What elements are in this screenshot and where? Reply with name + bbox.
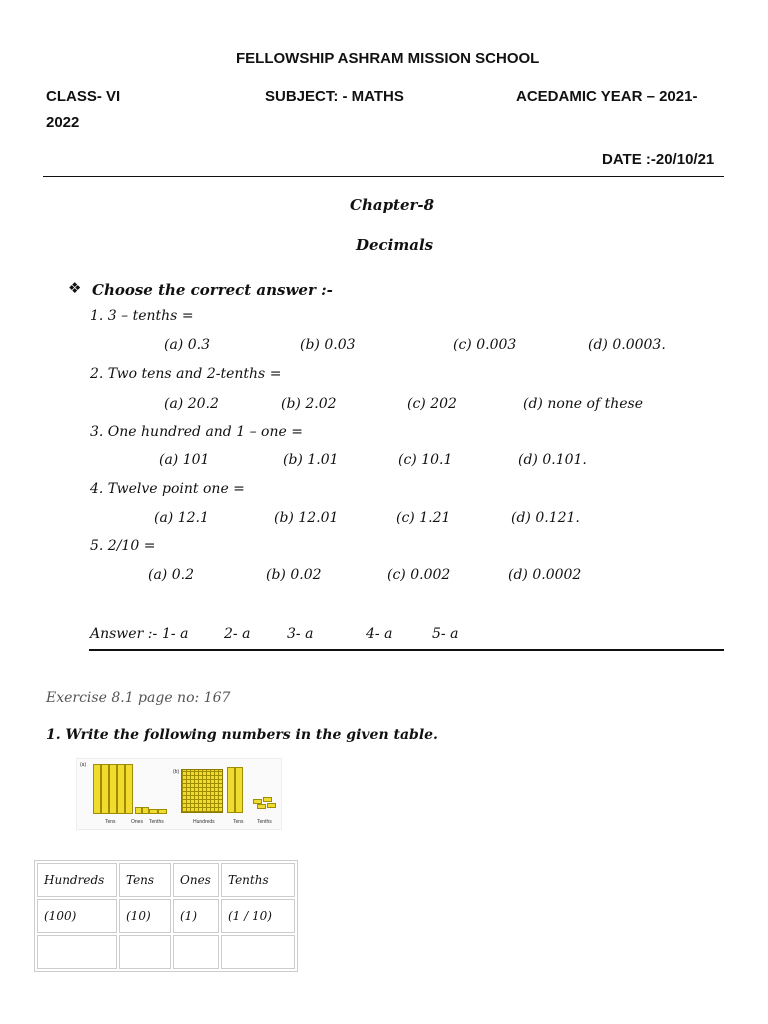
question-3: 3. One hundred and 1 – one = [90, 424, 303, 440]
answer-4: 4- a [366, 626, 393, 642]
q5-option-a: (a) 0.2 [148, 567, 194, 583]
answer-divider [89, 649, 724, 651]
q1-option-b: (b) 0.03 [300, 337, 356, 353]
chapter-topic: Decimals [356, 236, 434, 254]
q2-option-d: (d) none of these [523, 396, 643, 412]
tens-rod [125, 764, 133, 814]
header-divider [43, 176, 724, 177]
tenths-piece [158, 809, 167, 814]
q4-option-b: (b) 12.01 [274, 510, 339, 526]
q3-option-b: (b) 1.01 [283, 452, 339, 468]
chapter-title: Chapter-8 [350, 196, 435, 214]
q1-option-d: (d) 0.0003. [588, 337, 666, 353]
question-4: 4. Twelve point one = [90, 481, 245, 497]
q5-option-d: (d) 0.0002 [508, 567, 582, 583]
tens-rod [235, 767, 243, 813]
header-hundreds: Hundreds [37, 863, 117, 897]
header-tenths: Tenths [221, 863, 295, 897]
question-5: 5. 2/10 = [90, 538, 156, 554]
tenths-piece [149, 809, 158, 814]
tens-rod [109, 764, 117, 814]
school-name: FELLOWSHIP ASHRAM MISSION SCHOOL [236, 50, 540, 67]
table-cell: (1) [173, 899, 219, 933]
q4-option-c: (c) 1.21 [396, 510, 451, 526]
answer-label: Answer :- [90, 626, 158, 642]
table-cell [221, 935, 295, 969]
place-value-table [34, 860, 298, 972]
table-row [37, 899, 295, 933]
q3-option-d: (d) 0.101. [518, 452, 587, 468]
q4-option-a: (a) 12.1 [154, 510, 209, 526]
answer-5: 5- a [432, 626, 459, 642]
fig-b-label-tens: Tens [233, 819, 244, 825]
q2-option-b: (b) 2.02 [281, 396, 337, 412]
mcq-instruction: Choose the correct answer :- [92, 281, 333, 299]
figure-label-b: (b) [173, 769, 180, 775]
tenths-piece [267, 803, 276, 808]
q5-option-c: (c) 0.002 [387, 567, 451, 583]
q4-option-d: (d) 0.121. [511, 510, 580, 526]
date-label: DATE :-20/10/21 [602, 151, 715, 168]
answer-3: 3- a [287, 626, 314, 642]
header-tens: Tens [119, 863, 171, 897]
answer-2: 2- a [224, 626, 251, 642]
fig-a-label-ones: Ones [131, 819, 143, 825]
answer-1: 1- a [162, 626, 189, 642]
fig-a-label-tenths: Tenths [149, 819, 164, 825]
q2-option-c: (c) 202 [407, 396, 457, 412]
tens-rod [101, 764, 109, 814]
q1-option-c: (c) 0.003 [453, 337, 517, 353]
q3-option-c: (c) 10.1 [398, 452, 453, 468]
table-cell: (100) [37, 899, 117, 933]
ones-cube [135, 807, 142, 814]
base-ten-blocks-figure [76, 758, 282, 830]
table-cell [37, 935, 117, 969]
exercise-title: Exercise 8.1 page no: 167 [46, 690, 231, 706]
bullet-icon: ❖ [68, 279, 82, 297]
header-ones: Ones [173, 863, 219, 897]
tens-rod [93, 764, 101, 814]
exercise-question: 1. Write the following numbers in the given table. [46, 727, 438, 743]
table-row [37, 935, 295, 969]
question-2: 2. Two tens and 2-tenths = [90, 366, 282, 382]
q2-option-a: (a) 20.2 [164, 396, 219, 412]
tens-rod [117, 764, 125, 814]
fig-b-label-hundreds: Hundreds [193, 819, 215, 825]
table-cell [119, 935, 171, 969]
q5-option-b: (b) 0.02 [266, 567, 322, 583]
academic-year-cont: 2022 [46, 114, 80, 131]
tenths-piece [257, 804, 266, 809]
table-cell: (1 / 10) [221, 899, 295, 933]
table-cell: (10) [119, 899, 171, 933]
q3-option-a: (a) 101 [159, 452, 210, 468]
academic-year: ACEDAMIC YEAR – 2021- [516, 88, 698, 105]
subject-label: SUBJECT: - MATHS [265, 88, 404, 105]
table-cell [173, 935, 219, 969]
question-1: 1. 3 – tenths = [90, 308, 194, 324]
fig-b-label-tenths: Tenths [257, 819, 272, 825]
q1-option-a: (a) 0.3 [164, 337, 210, 353]
hundreds-square [181, 769, 223, 813]
class-label: CLASS- VI [46, 88, 121, 105]
tenths-piece [263, 797, 272, 802]
table-header-row [37, 863, 295, 897]
ones-cube [142, 807, 149, 814]
tens-rod [227, 767, 235, 813]
figure-label-a: (a) [80, 762, 87, 768]
fig-a-label-tens: Tens [105, 819, 116, 825]
